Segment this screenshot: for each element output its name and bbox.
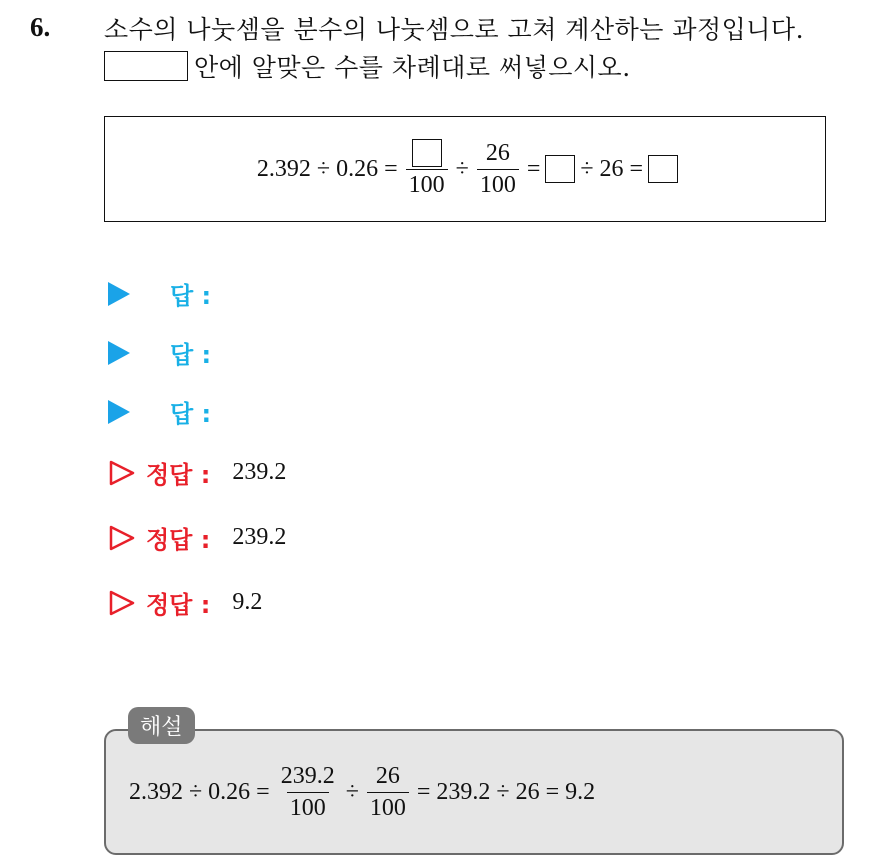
sol-frac1-denominator: 100: [287, 792, 329, 822]
sol-frac2-numerator: 26: [375, 763, 400, 789]
answer-row-3: [108, 394, 211, 429]
expr-equals: =: [526, 155, 541, 182]
expr-lhs: 2.392 ÷ 0.26 =: [256, 155, 398, 182]
solution-expression: [124, 762, 600, 822]
sol-fraction-1: [278, 762, 338, 822]
expr-div26: ÷ 26 =: [580, 155, 644, 182]
expr-fraction-2: [477, 139, 519, 199]
expression-box: [104, 116, 826, 222]
expr-fraction-1: [406, 139, 448, 199]
play-triangle-icon: [108, 400, 130, 424]
correct-answer-row-3: [108, 585, 262, 620]
solution-tag: 해설: [128, 707, 195, 744]
answer-blank-1[interactable]: [412, 139, 442, 167]
expr-frac2-numerator: 26: [485, 140, 510, 166]
question-text-line2-container: [104, 48, 631, 84]
answer-label: 답 :: [170, 341, 212, 369]
play-triangle-icon: [108, 282, 130, 306]
inline-blank-box: [104, 51, 188, 81]
play-triangle-icon: [108, 341, 130, 365]
outline-triangle-icon: [108, 589, 136, 617]
correct-answer-label: 정답 :: [146, 591, 211, 619]
outline-triangle-icon: [108, 524, 136, 552]
correct-answer-value: 239.2: [232, 524, 287, 550]
expr-frac1-denominator: 100: [406, 169, 448, 199]
correct-answer-value: 239.2: [232, 459, 287, 485]
correct-answer-label: 정답 :: [146, 526, 211, 554]
sol-frac2-denominator: 100: [367, 792, 409, 822]
expr-divide-op: ÷: [455, 155, 469, 182]
correct-answer-row-2: [108, 520, 286, 555]
sol-rhs: = 239.2 ÷ 26 = 9.2: [416, 778, 596, 805]
answer-label: 답 :: [170, 282, 212, 310]
correct-answer-value: 9.2: [232, 589, 263, 615]
answer-blank-2[interactable]: [545, 155, 575, 183]
sol-lhs: 2.392 ÷ 0.26 =: [129, 778, 270, 805]
sol-divide-op: ÷: [345, 778, 359, 805]
sol-fraction-2: [367, 762, 409, 822]
outline-triangle-icon: [108, 459, 136, 487]
answer-blank-3[interactable]: [648, 155, 678, 183]
sol-frac1-numerator: 239.2: [280, 763, 335, 789]
answer-row-1: [108, 276, 211, 311]
expr-frac2-denominator: 100: [477, 169, 519, 199]
correct-answer-row-1: [108, 455, 286, 490]
question-number: 6.: [30, 12, 51, 42]
question-text-line2: 안에 알맞은 수를 차례대로 써넣으시오.: [194, 53, 631, 82]
answer-label: 답 :: [170, 400, 212, 428]
expression: [252, 139, 678, 199]
question-text-line1: 소수의 나눗셈을 분수의 나눗셈으로 고쳐 계산하는 과정입니다.: [104, 15, 805, 44]
answer-row-2: [108, 335, 211, 370]
correct-answer-label: 정답 :: [146, 461, 211, 489]
